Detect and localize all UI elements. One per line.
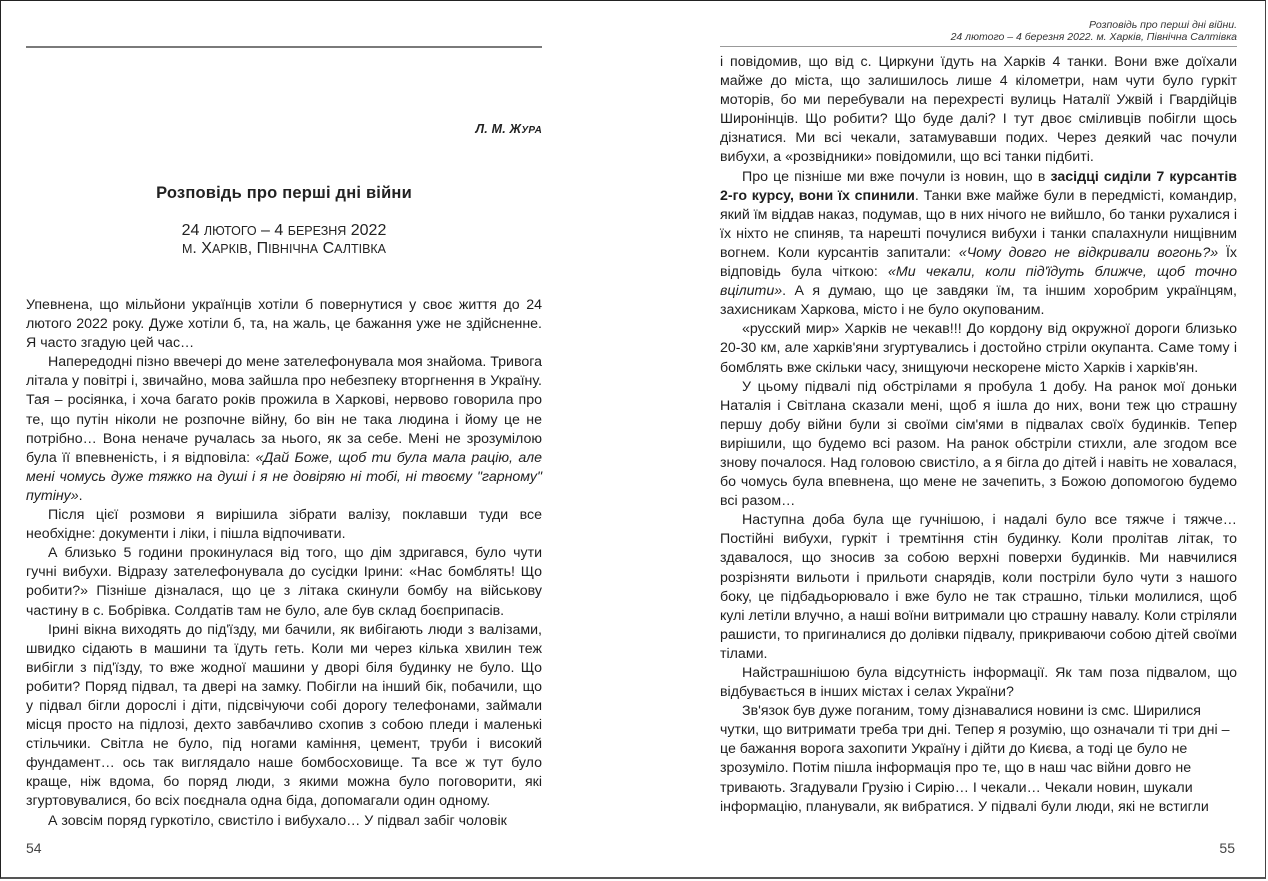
quote: «Ми чекали, коли під'їдуть ближче, щоб точно вцілити» — [720, 264, 1238, 300]
subtitle-location: М. ХАРКІВ, ПІВНІЧНА САЛТІВКА — [181, 240, 387, 257]
header-rule — [720, 46, 1237, 47]
paragraph: Найстрашнішою була відсутність інформації. Як там поза підвалом, що відбувається в інших містах і селах України? — [720, 665, 1237, 701]
emphasis: засідці сиділи 7 курсантів 2-го курсу, вони їх спинили — [720, 168, 1237, 204]
author-name: Л. М. ЖУРА — [475, 122, 542, 136]
body-text — [720, 53, 1237, 817]
body-text — [26, 296, 542, 831]
subtitle-date-range: 24 ЛЮТОГО – 4 БЕРЕЗНЯ 2022 — [181, 222, 387, 239]
page-number: 55 — [1219, 840, 1235, 856]
page-number: 54 — [26, 840, 42, 856]
header-rule — [26, 46, 542, 48]
quote: «Чому довго не відкривали вогонь?» — [958, 244, 1219, 261]
paragraph: Напередодні пізно ввечері до мене зателефонувала моя знайома. Тривога літала у повітрі і, звичайно, мова зайшла про небезпеку вторгнення в Україну. Тая – росіянка, і хоча багато років прожила в Харкові, нервово говорила про те, що путін ніколи не розпочне війну, бо він не така людина і йому це не потрібно… Вона неначе ручалась за нього, як за себе. Мені не зрозумілою була її впевненість, і я відповіла: «Дай Боже, щоб ти була мала рацію, але мені чомусь дуже тяжко на душі і я не довіряю ні тобі, ні твоєму "гарному" путіну». — [26, 354, 542, 504]
paragraph: У цьому підвалі під обстрілами я пробула 1 добу. На ранок мої доньки Наталія і Світлана сказали мені, щоб я ішла до них, вони теж цю страшну першу добу війни були зі своїми сім'ями в підвалах своїх будинків. Тепер вирішили, що будемо всі разом. На ранок обстріли стихли, але згодом все знову почалося. Над головою свистіло, а я бігла до дітей і навіть не ховалася, бо чомусь була впевнена, що мене не зачепить, з Божою допомогою будемо всі разом… — [720, 378, 1237, 510]
paragraph: «русский мир» Харків не чекав!!! До кордону від окружної дороги близько 20-30 км, але харків'яни згуртувались і достойно стріли окупанта. Саме тому і бомблять вже скільки часу, знищуючи нескорене місто Харків і харків'ян. — [720, 321, 1237, 376]
paragraph: Наступна доба була ще гучнішою, і надалі було все тяжче і тяжче… Постійні вибухи, гуркіт і тремтіння стін будинку. Коли пролітав літак, то здавалося, що зносив за собою верхні поверхи будинків. Ми навчилися розрізняти вильоти і прильоти снарядів, коли постріли було чути з нашого боку, це підбадьорювало і вже було не так страшно, тільки молилися, щоб кулі летіли влучно, а наші воїни витримали цю страшну навалу. Коли стріляли рашисти, то пригиналися до долівки підвалу, прикриваючи собою дітей своїми тілами. — [720, 512, 1237, 662]
paragraph: Ірині вікна виходять до під'їзду, ми бачили, як вибігають люди з валізами, швидко сідають в машини та їдуть геть. Коли ми через кілька хвилин теж вибігли з під'їзду, то вже жодної машини у дворі біля будинку не було. Що робити? Поряд підвал, та двері на замку. Побігли на інший бік, побачили, що у підвал бігли дорослі і діти, підсвічуючи собі дорогу телефонами, займали місця просто на підлозі, дехто завбачливо схопив з собою пледи і маленькі стільчики. Світла не було, під ногами каміння, цемент, труби і високий фундамент… ось так виглядало наше бомбосховище. Та все ж тут було краще, ніж вдома, бо поряд люди, з якими можна було поговорити, які згуртовувалися, бо всіх поєднала одна біда, допомагали один одному. — [26, 621, 542, 810]
paragraph: Після цієї розмови я вирішила зібрати валізу, поклавши туди все необхідне: документи і ліки, і пішла відпочивати. — [26, 507, 542, 543]
paragraph: Про це пізніше ми вже почули із новин, що в засідці сиділи 7 курсантів 2-го курсу, вони їх спинили. Танки вже майже були в передмісті, командир, який їм віддав наказ, подумав, що в них нічого не вийшло, бо танки рухалися і їх ніхто не спиняв, та нарешті почулися вибухи і танки спалахнули нищівним вогнем. Коли курсантів запитали: «Чому довго не відкривали вогонь?» Їх відповідь була чіткою: «Ми чекали, коли під'їдуть ближче, щоб точно вцілити». А я думаю, що це завдяки їм, та іншим хоробрим українцям, захисникам Харкова, місто і не було окупованим. — [720, 168, 1238, 319]
running-head: Розповідь про перші дні війни. 24 лютого – 4 березня 2022. м. Харків, Північна Салтівка — [950, 19, 1237, 43]
paragraph: Зв'язок був дуже поганим, тому дізнавалися новини із смс. Ширилися чутки, що витримати треба три дні. Тепер я розумію, що означали ті три дні – це бажання ворога захопити Україну і дійти до Києва, а тоді це було не зрозуміло. Потім пішла інформація про те, що в наш час війни довго не тривають. Згадували Грузію і Сирію… І чекали… Чекали новин, шукали інформацію, планували, як вибратися. У підвалі були люди, які не встигли — [720, 703, 1230, 815]
quote: «Дай Боже, щоб ти була мала рацію, але мені чомусь дуже тяжко на душі і я не довіряю ні тобі, ні твоєму "гарному" путіну» — [26, 449, 542, 504]
paragraph: і повідомив, що від с. Циркуни їдуть на Харків 4 танки. Вони вже доїхали майже до міста, що залишилось лише 4 кілометри, нам чути було гуркіт моторів, бо ми перебували на перехресті вулиць Наталії Ужвій і Гвардійців Широнінців. Що робити? Що буде далі? І тут двоє сміливців побігли щось дізнатися. Ми всі чекали, затамувавши подих. Через деякий час почули вибухи, а «розвідники» повідомили, що всі танки підбиті. — [720, 54, 1237, 166]
chapter-title: Розповідь про перші дні війни — [156, 184, 412, 202]
paragraph: Упевнена, що мільйони українців хотіли б повернутися у своє життя до 24 лютого 2022 року. Дуже хотіли б, та, на жаль, це бажання уже не здійсненне. Я часто згадую цей час… — [26, 297, 542, 352]
right-page — [720, 0, 1237, 881]
left-page — [26, 0, 542, 881]
chapter-subtitle — [26, 222, 542, 258]
paragraph: А зовсім поряд гуркотіло, свистіло і вибухало… У підвал забіг чоловік — [48, 812, 507, 829]
paragraph: А близько 5 години прокинулася від того, що дім здригався, було чути гучні вибухи. Відразу зателефонувала до сусідки Ірини: «Нас бомблять! Що робити?» Пізніше дізналася, що це з літака скинули бомбу на військову частину в с. Бобрівка. Солдатів там не було, але був склад боєприпасів. — [26, 545, 542, 619]
